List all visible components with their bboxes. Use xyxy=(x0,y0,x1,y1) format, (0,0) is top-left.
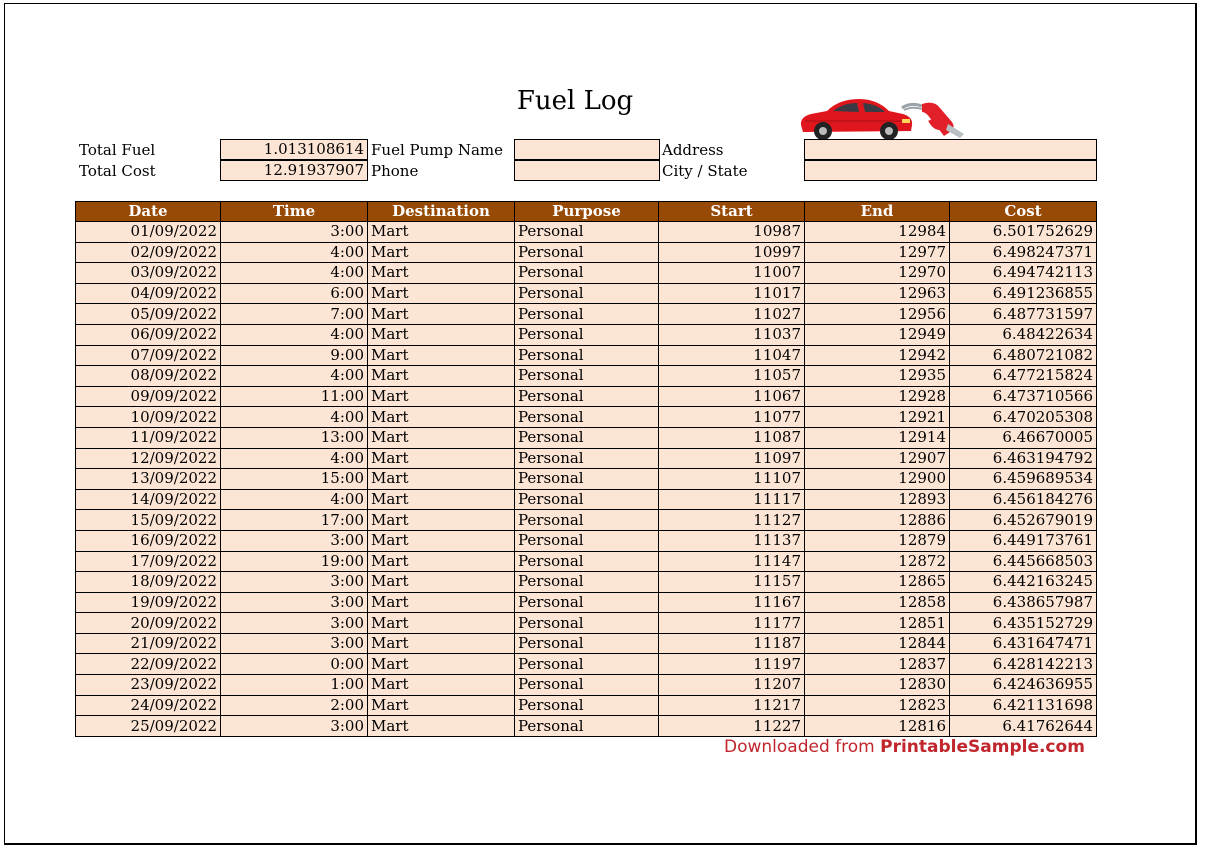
date-cell[interactable]: 22/09/2022 xyxy=(76,654,221,675)
column-header-date[interactable]: Date xyxy=(76,202,221,222)
end-cell[interactable]: 12907 xyxy=(805,448,950,469)
date-cell[interactable]: 15/09/2022 xyxy=(76,510,221,531)
cost-cell[interactable]: 6.41762644 xyxy=(950,716,1097,737)
time-cell[interactable]: 13:00 xyxy=(221,427,368,448)
time-cell[interactable]: 6:00 xyxy=(221,283,368,304)
destination-cell[interactable]: Mart xyxy=(368,263,515,284)
date-cell[interactable]: 09/09/2022 xyxy=(76,386,221,407)
date-cell[interactable]: 25/09/2022 xyxy=(76,716,221,737)
end-cell[interactable]: 12963 xyxy=(805,283,950,304)
cost-cell[interactable]: 6.498247371 xyxy=(950,242,1097,263)
time-cell[interactable]: 4:00 xyxy=(221,366,368,387)
phone-field[interactable] xyxy=(514,160,660,181)
cost-cell[interactable]: 6.421131698 xyxy=(950,695,1097,716)
purpose-cell[interactable]: Personal xyxy=(515,304,659,325)
cost-cell[interactable]: 6.431647471 xyxy=(950,633,1097,654)
cost-cell[interactable]: 6.494742113 xyxy=(950,263,1097,284)
date-cell[interactable]: 24/09/2022 xyxy=(76,695,221,716)
column-header-purpose[interactable]: Purpose xyxy=(515,202,659,222)
destination-cell[interactable]: Mart xyxy=(368,551,515,572)
download-credit[interactable] xyxy=(724,737,1085,757)
start-cell[interactable]: 11077 xyxy=(659,407,805,428)
car-icon xyxy=(797,95,915,143)
time-cell[interactable]: 4:00 xyxy=(221,324,368,345)
table-row xyxy=(76,407,1097,428)
time-cell[interactable]: 3:00 xyxy=(221,613,368,634)
address-label: Address xyxy=(662,141,724,159)
purpose-cell[interactable]: Personal xyxy=(515,510,659,531)
destination-cell[interactable]: Mart xyxy=(368,654,515,675)
date-cell[interactable]: 11/09/2022 xyxy=(76,427,221,448)
time-cell[interactable]: 4:00 xyxy=(221,489,368,510)
start-cell[interactable]: 11177 xyxy=(659,613,805,634)
destination-cell[interactable]: Mart xyxy=(368,510,515,531)
start-cell[interactable]: 11017 xyxy=(659,283,805,304)
city-state-field[interactable] xyxy=(804,160,1097,181)
end-cell[interactable]: 12879 xyxy=(805,530,950,551)
date-cell[interactable]: 02/09/2022 xyxy=(76,242,221,263)
date-cell[interactable]: 10/09/2022 xyxy=(76,407,221,428)
column-header-end[interactable]: End xyxy=(805,202,950,222)
purpose-cell[interactable]: Personal xyxy=(515,633,659,654)
destination-cell[interactable]: Mart xyxy=(368,304,515,325)
date-cell[interactable]: 20/09/2022 xyxy=(76,613,221,634)
table-row xyxy=(76,242,1097,263)
table-row xyxy=(76,324,1097,345)
table-row xyxy=(76,613,1097,634)
purpose-cell[interactable]: Personal xyxy=(515,407,659,428)
end-cell[interactable]: 12914 xyxy=(805,427,950,448)
table-row xyxy=(76,283,1097,304)
table-row xyxy=(76,510,1097,531)
end-cell[interactable]: 12935 xyxy=(805,366,950,387)
fuel-log-table xyxy=(75,201,1097,737)
credit-site-link[interactable]: PrintableSample.com xyxy=(880,737,1085,757)
table-header-row xyxy=(76,202,1097,222)
time-cell[interactable]: 4:00 xyxy=(221,263,368,284)
start-cell[interactable]: 11007 xyxy=(659,263,805,284)
destination-cell[interactable]: Mart xyxy=(368,242,515,263)
end-cell[interactable]: 12928 xyxy=(805,386,950,407)
cost-cell[interactable]: 6.501752629 xyxy=(950,222,1097,243)
start-cell[interactable]: 11187 xyxy=(659,633,805,654)
end-cell[interactable]: 12977 xyxy=(805,242,950,263)
start-cell[interactable]: 11047 xyxy=(659,345,805,366)
purpose-cell[interactable]: Personal xyxy=(515,345,659,366)
start-cell[interactable]: 11157 xyxy=(659,572,805,593)
destination-cell[interactable]: Mart xyxy=(368,633,515,654)
cost-cell[interactable]: 6.438657987 xyxy=(950,592,1097,613)
end-cell[interactable]: 12858 xyxy=(805,592,950,613)
date-cell[interactable]: 23/09/2022 xyxy=(76,675,221,696)
cost-cell[interactable]: 6.459689534 xyxy=(950,469,1097,490)
start-cell[interactable]: 11097 xyxy=(659,448,805,469)
fuel-nozzle-icon xyxy=(900,98,968,140)
cost-cell[interactable]: 6.480721082 xyxy=(950,345,1097,366)
end-cell[interactable]: 12865 xyxy=(805,572,950,593)
purpose-cell[interactable]: Personal xyxy=(515,695,659,716)
time-cell[interactable]: 3:00 xyxy=(221,716,368,737)
purpose-cell[interactable]: Personal xyxy=(515,448,659,469)
purpose-cell[interactable]: Personal xyxy=(515,283,659,304)
purpose-cell[interactable]: Personal xyxy=(515,366,659,387)
end-cell[interactable]: 12956 xyxy=(805,304,950,325)
destination-cell[interactable]: Mart xyxy=(368,613,515,634)
table-row xyxy=(76,345,1097,366)
destination-cell[interactable]: Mart xyxy=(368,222,515,243)
date-cell[interactable]: 21/09/2022 xyxy=(76,633,221,654)
date-cell[interactable]: 14/09/2022 xyxy=(76,489,221,510)
date-cell[interactable]: 16/09/2022 xyxy=(76,530,221,551)
end-cell[interactable]: 12886 xyxy=(805,510,950,531)
cost-cell[interactable]: 6.442163245 xyxy=(950,572,1097,593)
table-row xyxy=(76,222,1097,243)
time-cell[interactable]: 3:00 xyxy=(221,592,368,613)
purpose-cell[interactable]: Personal xyxy=(515,551,659,572)
start-cell[interactable]: 11227 xyxy=(659,716,805,737)
time-cell[interactable]: 11:00 xyxy=(221,386,368,407)
fuel-pump-name-label: Fuel Pump Name xyxy=(371,141,504,159)
table-row xyxy=(76,530,1097,551)
table-body xyxy=(76,222,1097,737)
date-cell[interactable]: 01/09/2022 xyxy=(76,222,221,243)
date-cell[interactable]: 12/09/2022 xyxy=(76,448,221,469)
cost-cell[interactable]: 6.445668503 xyxy=(950,551,1097,572)
cost-cell[interactable]: 6.452679019 xyxy=(950,510,1097,531)
end-cell[interactable]: 12837 xyxy=(805,654,950,675)
start-cell[interactable]: 11117 xyxy=(659,489,805,510)
table-row xyxy=(76,386,1097,407)
start-cell[interactable]: 10987 xyxy=(659,222,805,243)
end-cell[interactable]: 12970 xyxy=(805,263,950,284)
start-cell[interactable]: 11217 xyxy=(659,695,805,716)
start-cell[interactable]: 10997 xyxy=(659,242,805,263)
destination-cell[interactable]: Mart xyxy=(368,489,515,510)
purpose-cell[interactable]: Personal xyxy=(515,386,659,407)
end-cell[interactable]: 12851 xyxy=(805,613,950,634)
time-cell[interactable]: 4:00 xyxy=(221,407,368,428)
end-cell[interactable]: 12823 xyxy=(805,695,950,716)
time-cell[interactable]: 4:00 xyxy=(221,448,368,469)
start-cell[interactable]: 11167 xyxy=(659,592,805,613)
table-row xyxy=(76,592,1097,613)
time-cell[interactable]: 3:00 xyxy=(221,530,368,551)
start-cell[interactable]: 11127 xyxy=(659,510,805,531)
destination-cell[interactable]: Mart xyxy=(368,469,515,490)
table-row xyxy=(76,489,1097,510)
table-row xyxy=(76,304,1097,325)
time-cell[interactable]: 7:00 xyxy=(221,304,368,325)
destination-cell[interactable]: Mart xyxy=(368,386,515,407)
destination-cell[interactable]: Mart xyxy=(368,448,515,469)
table-row xyxy=(76,366,1097,387)
purpose-cell[interactable]: Personal xyxy=(515,427,659,448)
end-cell[interactable]: 12872 xyxy=(805,551,950,572)
cost-cell[interactable]: 6.473710566 xyxy=(950,386,1097,407)
destination-cell[interactable]: Mart xyxy=(368,345,515,366)
cost-cell[interactable]: 6.424636955 xyxy=(950,675,1097,696)
start-cell[interactable]: 11087 xyxy=(659,427,805,448)
cost-cell[interactable]: 6.487731597 xyxy=(950,304,1097,325)
time-cell[interactable]: 4:00 xyxy=(221,242,368,263)
cost-cell[interactable]: 6.48422634 xyxy=(950,324,1097,345)
purpose-cell[interactable]: Personal xyxy=(515,242,659,263)
start-cell[interactable]: 11197 xyxy=(659,654,805,675)
destination-cell[interactable]: Mart xyxy=(368,592,515,613)
purpose-cell[interactable]: Personal xyxy=(515,654,659,675)
cost-cell[interactable]: 6.456184276 xyxy=(950,489,1097,510)
time-cell[interactable]: 3:00 xyxy=(221,633,368,654)
table-row xyxy=(76,448,1097,469)
end-cell[interactable]: 12830 xyxy=(805,675,950,696)
destination-cell[interactable]: Mart xyxy=(368,427,515,448)
purpose-cell[interactable]: Personal xyxy=(515,489,659,510)
table-row xyxy=(76,633,1097,654)
cost-cell[interactable]: 6.463194792 xyxy=(950,448,1097,469)
time-cell[interactable]: 3:00 xyxy=(221,572,368,593)
date-cell[interactable]: 08/09/2022 xyxy=(76,366,221,387)
end-cell[interactable]: 12816 xyxy=(805,716,950,737)
fuel-pump-name-field[interactable] xyxy=(514,139,660,160)
address-field[interactable] xyxy=(804,139,1097,160)
cost-cell[interactable]: 6.470205308 xyxy=(950,407,1097,428)
purpose-cell[interactable]: Personal xyxy=(515,469,659,490)
time-cell[interactable]: 17:00 xyxy=(221,510,368,531)
date-cell[interactable]: 06/09/2022 xyxy=(76,324,221,345)
table-row xyxy=(76,675,1097,696)
purpose-cell[interactable]: Personal xyxy=(515,222,659,243)
destination-cell[interactable]: Mart xyxy=(368,675,515,696)
destination-cell[interactable]: Mart xyxy=(368,283,515,304)
time-cell[interactable]: 19:00 xyxy=(221,551,368,572)
city-state-label: City / State xyxy=(662,162,748,180)
start-cell[interactable]: 11037 xyxy=(659,324,805,345)
end-cell[interactable]: 12844 xyxy=(805,633,950,654)
table-row xyxy=(76,427,1097,448)
date-cell[interactable]: 04/09/2022 xyxy=(76,283,221,304)
purpose-cell[interactable]: Personal xyxy=(515,592,659,613)
date-cell[interactable]: 07/09/2022 xyxy=(76,345,221,366)
time-cell[interactable]: 9:00 xyxy=(221,345,368,366)
table-row xyxy=(76,263,1097,284)
purpose-cell[interactable]: Personal xyxy=(515,716,659,737)
destination-cell[interactable]: Mart xyxy=(368,366,515,387)
date-cell[interactable]: 17/09/2022 xyxy=(76,551,221,572)
purpose-cell[interactable]: Personal xyxy=(515,530,659,551)
start-cell[interactable]: 11057 xyxy=(659,366,805,387)
cost-cell[interactable]: 6.491236855 xyxy=(950,283,1097,304)
cost-cell[interactable]: 6.46670005 xyxy=(950,427,1097,448)
date-cell[interactable]: 19/09/2022 xyxy=(76,592,221,613)
phone-label: Phone xyxy=(371,162,419,180)
column-header-time[interactable]: Time xyxy=(221,202,368,222)
column-header-start[interactable]: Start xyxy=(659,202,805,222)
destination-cell[interactable]: Mart xyxy=(368,572,515,593)
purpose-cell[interactable]: Personal xyxy=(515,263,659,284)
page-title: Fuel Log xyxy=(516,86,634,116)
start-cell[interactable]: 11147 xyxy=(659,551,805,572)
table-row xyxy=(76,572,1097,593)
time-cell[interactable]: 15:00 xyxy=(221,469,368,490)
purpose-cell[interactable]: Personal xyxy=(515,572,659,593)
purpose-cell[interactable]: Personal xyxy=(515,675,659,696)
cost-cell[interactable]: 6.477215824 xyxy=(950,366,1097,387)
start-cell[interactable]: 11107 xyxy=(659,469,805,490)
table-row xyxy=(76,716,1097,737)
end-cell[interactable]: 12893 xyxy=(805,489,950,510)
date-cell[interactable]: 03/09/2022 xyxy=(76,263,221,284)
table-row xyxy=(76,695,1097,716)
end-cell[interactable]: 12984 xyxy=(805,222,950,243)
total-fuel-label: Total Fuel xyxy=(79,141,156,159)
end-cell[interactable]: 12949 xyxy=(805,324,950,345)
start-cell[interactable]: 11067 xyxy=(659,386,805,407)
total-fuel-value[interactable]: 1.013108614 xyxy=(220,139,368,160)
column-header-cost[interactable]: Cost xyxy=(950,202,1097,222)
cost-cell[interactable]: 6.435152729 xyxy=(950,613,1097,634)
time-cell[interactable]: 1:00 xyxy=(221,675,368,696)
time-cell[interactable]: 2:00 xyxy=(221,695,368,716)
purpose-cell[interactable]: Personal xyxy=(515,613,659,634)
start-cell[interactable]: 11207 xyxy=(659,675,805,696)
credit-prefix: Downloaded from xyxy=(724,737,881,757)
table-row xyxy=(76,469,1097,490)
purpose-cell[interactable]: Personal xyxy=(515,324,659,345)
start-cell[interactable]: 11027 xyxy=(659,304,805,325)
destination-cell[interactable]: Mart xyxy=(368,695,515,716)
end-cell[interactable]: 12942 xyxy=(805,345,950,366)
time-cell[interactable]: 0:00 xyxy=(221,654,368,675)
table-row xyxy=(76,654,1097,675)
date-cell[interactable]: 05/09/2022 xyxy=(76,304,221,325)
time-cell[interactable]: 3:00 xyxy=(221,222,368,243)
start-cell[interactable]: 11137 xyxy=(659,530,805,551)
end-cell[interactable]: 12900 xyxy=(805,469,950,490)
destination-cell[interactable]: Mart xyxy=(368,407,515,428)
table-row xyxy=(76,551,1097,572)
cost-cell[interactable]: 6.428142213 xyxy=(950,654,1097,675)
column-header-destination[interactable]: Destination xyxy=(368,202,515,222)
cost-cell[interactable]: 6.449173761 xyxy=(950,530,1097,551)
destination-cell[interactable]: Mart xyxy=(368,530,515,551)
total-cost-label: Total Cost xyxy=(79,162,156,180)
date-cell[interactable]: 18/09/2022 xyxy=(76,572,221,593)
total-cost-value[interactable]: 12.91937907 xyxy=(220,160,368,181)
date-cell[interactable]: 13/09/2022 xyxy=(76,469,221,490)
destination-cell[interactable]: Mart xyxy=(368,324,515,345)
end-cell[interactable]: 12921 xyxy=(805,407,950,428)
destination-cell[interactable]: Mart xyxy=(368,716,515,737)
